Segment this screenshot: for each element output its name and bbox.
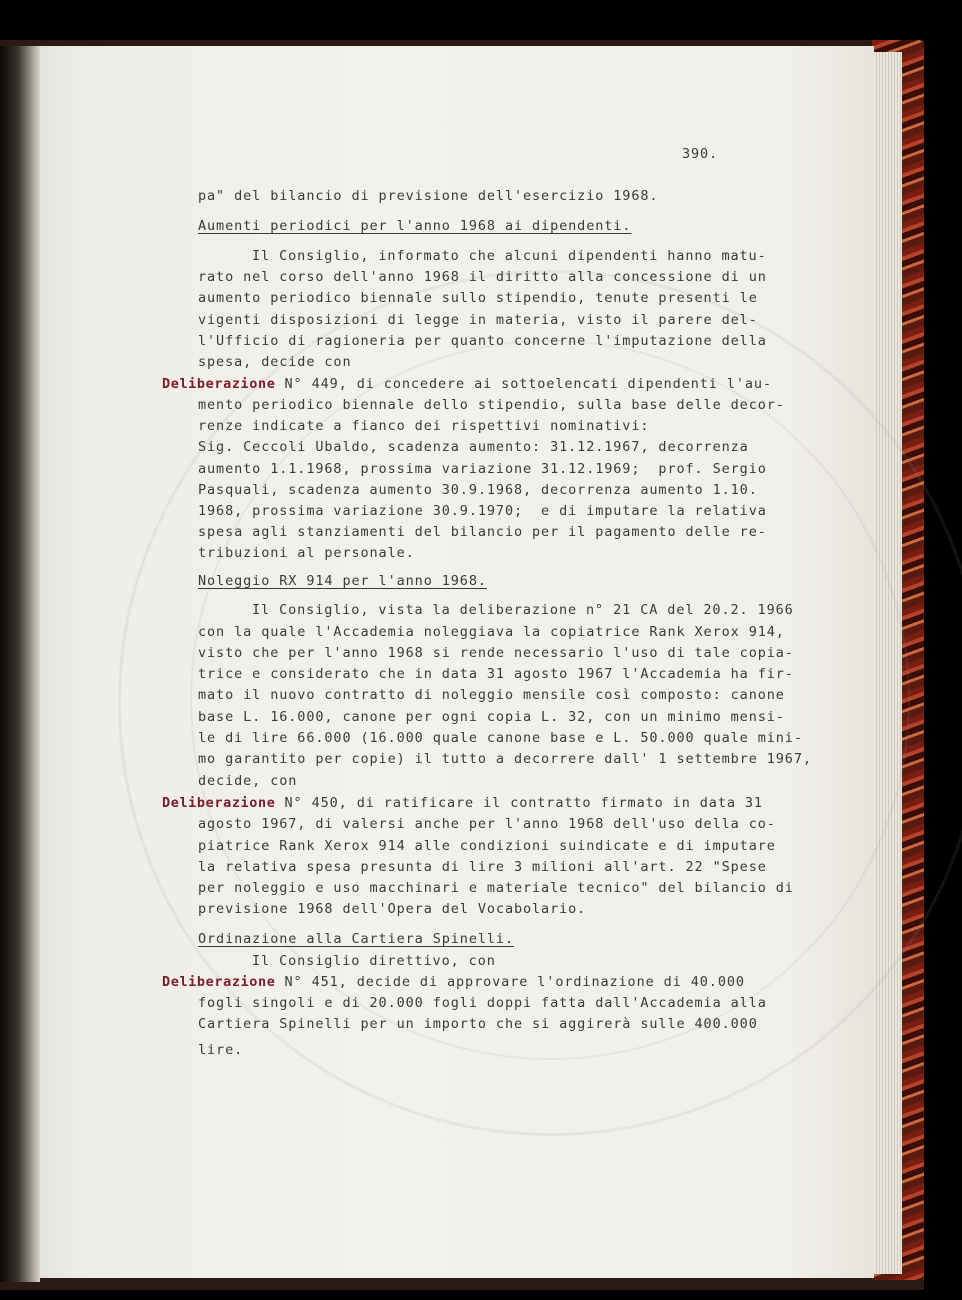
deliberazione-label: Deliberazione <box>162 795 276 811</box>
text-line: trice e considerato che in data 31 agosto 1967 l'Accademia ha fir- <box>198 666 794 682</box>
text-line: spesa agli stanziamenti del bilancio per il pagamento delle re- <box>198 524 767 540</box>
text-line: con la quale l'Accademia noleggiava la copiatrice Rank Xerox 914, <box>198 624 785 640</box>
text-line: spesa, decide con <box>198 354 352 370</box>
text-line: pa" del bilancio di previsione dell'esercizio 1968. <box>198 188 659 204</box>
section-heading-noleggio: Noleggio RX 914 per l'anno 1968. <box>198 573 487 589</box>
text-line: fogli singoli e di 20.000 fogli doppi fatta dall'Accademia alla <box>198 995 767 1011</box>
text-line: la relativa spesa presunta di lire 3 milioni all'art. 22 "Spese <box>198 859 767 875</box>
text-line: aumento periodico biennale sullo stipendio, tenute presenti le <box>198 290 758 306</box>
deliberazione-450-line <box>162 793 763 814</box>
text-line: lire. <box>198 1042 244 1058</box>
deliberazione-label: Deliberazione <box>162 974 276 990</box>
deliberazione-451-line <box>162 972 745 993</box>
text-line: Cartiera Spinelli per un importo che si aggirerà sulle 400.000 <box>198 1016 758 1032</box>
text-line: renze indicate a fianco dei rispettivi nominativi: <box>198 418 650 434</box>
book-spine-shadow <box>0 46 40 1282</box>
deliberazione-text: N° 449, di concedere ai sottoelencati dipendenti l'au- <box>275 376 772 392</box>
text-line: 1968, prossima variazione 30.9.1970; e di imputare la relativa <box>198 503 767 519</box>
deliberazione-label: Deliberazione <box>162 376 276 392</box>
text-line: decide, con <box>198 773 298 789</box>
text-line: rato nel corso dell'anno 1968 il diritto alla concessione di un <box>198 269 767 285</box>
text-line: tribuzioni al personale. <box>198 545 415 561</box>
text-line: visto che per l'anno 1968 si rende necessario l'uso di tale copia- <box>198 645 794 661</box>
text-line: aumento 1.1.1968, prossima variazione 31.12.1969; prof. Sergio <box>198 461 767 477</box>
text-line: mento periodico biennale dello stipendio, sulla base delle decor- <box>198 397 785 413</box>
text-line: Sig. Ceccoli Ubaldo, scadenza aumento: 31.12.1967, decorrenza <box>198 439 749 455</box>
text-line: l'Ufficio di ragioneria per quanto concerne l'imputazione della <box>198 333 767 349</box>
text-line: Pasquali, scadenza aumento 30.9.1968, decorrenza aumento 1.10. <box>198 482 758 498</box>
section-heading-aumenti: Aumenti periodici per l'anno 1968 ai dipendenti. <box>198 218 632 234</box>
section-heading-ordinazione: Ordinazione alla Cartiera Spinelli. <box>198 931 514 947</box>
text-line: base L. 16.000, canone per ogni copia L. 32, con un minimo mensi- <box>198 709 785 725</box>
text-line: per noleggio e uso macchinari e materiale tecnico" del bilancio di <box>198 880 794 896</box>
text-line: vigenti disposizioni di legge in materia, visto il parere del- <box>198 312 758 328</box>
text-line: piatrice Rank Xerox 914 alle condizioni suindicate e di imputare <box>198 838 776 854</box>
text-line: Il Consiglio, vista la deliberazione n° 21 CA del 20.2. 1966 <box>252 602 794 618</box>
text-line: Il Consiglio, informato che alcuni dipendenti hanno matu- <box>252 248 767 264</box>
text-line: Il Consiglio direttivo, con <box>252 953 496 969</box>
deliberazione-text: N° 450, di ratificare il contratto firmato in data 31 <box>275 795 763 811</box>
text-line: le di lire 66.000 (16.000 quale canone base e L. 50.000 quale mini- <box>198 730 803 746</box>
page-number: 390. <box>682 146 719 162</box>
text-line: agosto 1967, di valersi anche per l'anno 1968 dell'uso della co- <box>198 816 776 832</box>
deliberazione-449-line <box>162 374 772 395</box>
deliberazione-text: N° 451, decide di approvare l'ordinazione di 40.000 <box>275 974 745 990</box>
text-line: previsione 1968 dell'Opera del Vocabolario. <box>198 901 587 917</box>
text-line: mo garantito per copie) il tutto a decorrere dall' 1 settembre 1967, <box>198 751 812 767</box>
text-line: mato il nuovo contratto di noleggio mensile così composto: canone <box>198 687 785 703</box>
